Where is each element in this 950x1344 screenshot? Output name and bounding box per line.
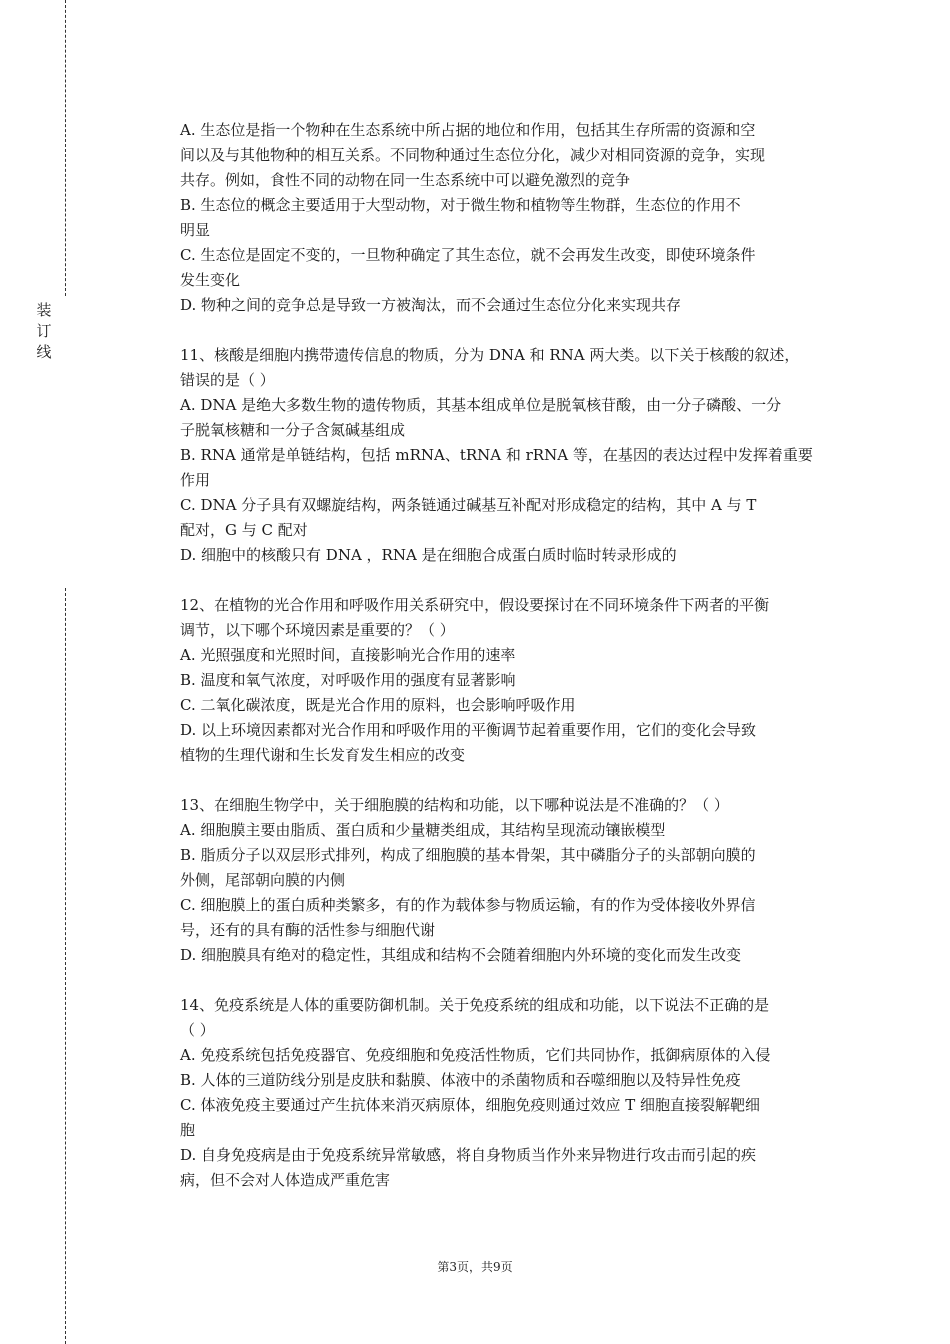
question-text-line: A. 细胞膜主要由脂质、蛋白质和少量糖类组成，其结构呈现流动镶嵌模型 [180,821,666,839]
binding-char: 订 [36,322,52,340]
question-text-line: 植物的生理代谢和生长发育发生相应的改变 [180,746,466,764]
question-text-line: A. DNA 是绝大多数生物的遗传物质，其基本组成单位是脱氧核苷酸，由一分子磷酸、一分 [180,396,782,414]
question-text-line: 发生变化 [180,271,241,289]
binding-dashed-line-top [65,0,66,296]
question-text-line: D. 自身免疫病是由于免疫系统异常敏感，将自身物质当作外来异物进行攻击而引起的疾 [180,1146,757,1164]
question-text-line: B. 生态位的概念主要适用于大型动物，对于微生物和植物等生物群，生态位的作用不 [180,196,741,214]
question-text-line: D. 细胞膜具有绝对的稳定性，其组成和结构不会随着细胞内外环境的变化而发生改变 [180,946,742,964]
question-text-line: C. DNA 分子具有双螺旋结构，两条链通过碱基互补配对形成稳定的结构，其中 A 与 T [180,496,757,514]
binding-char: 线 [36,343,52,361]
question-text-line: D. 物种之间的竞争总是导致一方被淘汰，而不会通过生态位分化来实现共存 [180,296,682,314]
question-text-line: A. 生态位是指一个物种在生态系统中所占据的地位和作用，包括其生存所需的资源和空 [180,121,756,139]
question-text-line: 共存。例如，食性不同的动物在同一生态系统中可以避免激烈的竞争 [180,171,631,189]
question-text-line: 子脱氧核糖和一分子含氮碱基组成 [180,421,406,439]
question-text-line: C. 生态位是固定不变的，一旦物种确定了其生态位，就不会再发生改变，即使环境条件 [180,246,756,264]
question-text-line: B. RNA 通常是单链结构，包括 mRNA、tRNA 和 rRNA 等，在基因的表达过程中发挥着重要 [180,446,813,464]
question-text-line: 间以及与其他物种的相互关系。不同物种通过生态位分化，减少对相同资源的竞争，实现 [180,146,766,164]
question-text-line: B. 人体的三道防线分别是皮肤和黏膜、体液中的杀菌物质和吞噬细胞以及特异性免疫 [180,1071,741,1089]
question-text-line: C. 体液免疫主要通过产生抗体来消灭病原体，细胞免疫则通过效应 T 细胞直接裂解靶细 [180,1096,761,1114]
binding-dashed-line-bottom [65,588,66,1344]
question-text-line: 胞 [180,1121,196,1139]
question-text-line: 11、核酸是细胞内携带遗传信息的物质，分为 DNA 和 RNA 两大类。以下关于核酸的叙述， [180,346,800,364]
question-text-line: 病，但不会对人体造成严重危害 [180,1171,391,1189]
question-text-line: 错误的是（ ） [180,371,275,389]
binding-char: 装 [36,301,52,319]
question-text-line: C. 细胞膜上的蛋白质种类繁多，有的作为载体参与物质运输，有的作为受体接收外界信 [180,896,756,914]
question-text-line: 调节，以下哪个环境因素是重要的？（ ） [180,621,455,639]
question-text-line: C. 二氧化碳浓度，既是光合作用的原料，也会影响呼吸作用 [180,696,576,714]
question-text-line: A. 免疫系统包括免疫器官、免疫细胞和免疫活性物质，它们共同协作，抵御病原体的入侵 [180,1046,771,1064]
question-content [180,118,845,1218]
question-text-line: 14、免疫系统是人体的重要防御机制。关于免疫系统的组成和功能，以下说法不正确的是 [180,996,770,1014]
question-text-line: D. 细胞中的核酸只有 DNA ，RNA 是在细胞合成蛋白质时临时转录形成的 [180,546,677,564]
question-text-line: D. 以上环境因素都对光合作用和呼吸作用的平衡调节起着重要作用，它们的变化会导致 [180,721,757,739]
question-text-line: 12、在植物的光合作用和呼吸作用关系研究中，假设要探讨在不同环境条件下两者的平衡 [180,596,770,614]
question-block [180,993,845,1193]
question-text-line: B. 脂质分子以双层形式排列，构成了细胞膜的基本骨架，其中磷脂分子的头部朝向膜的 [180,846,756,864]
question-block [180,793,845,968]
question-text-line: B. 温度和氧气浓度，对呼吸作用的强度有显著影响 [180,671,516,689]
question-block [180,343,845,568]
question-text-line: 明显 [180,221,211,239]
question-block [180,593,845,768]
question-text-line: 13、在细胞生物学中，关于细胞膜的结构和功能，以下哪种说法是不准确的？（ ） [180,796,729,814]
question-text-line: 外侧，尾部朝向膜的内侧 [180,871,346,889]
question-text-line: 配对，G 与 C 配对 [180,521,308,539]
question-block [180,118,845,318]
question-text-line: （ ） [180,1021,215,1039]
question-text-line: 作用 [180,471,211,489]
binding-label [34,300,54,363]
page-number-footer: 第3页，共9页 [437,1260,513,1274]
question-text-line: 号，还有的具有酶的活性参与细胞代谢 [180,921,436,939]
question-text-line: A. 光照强度和光照时间，直接影响光合作用的速率 [180,646,516,664]
